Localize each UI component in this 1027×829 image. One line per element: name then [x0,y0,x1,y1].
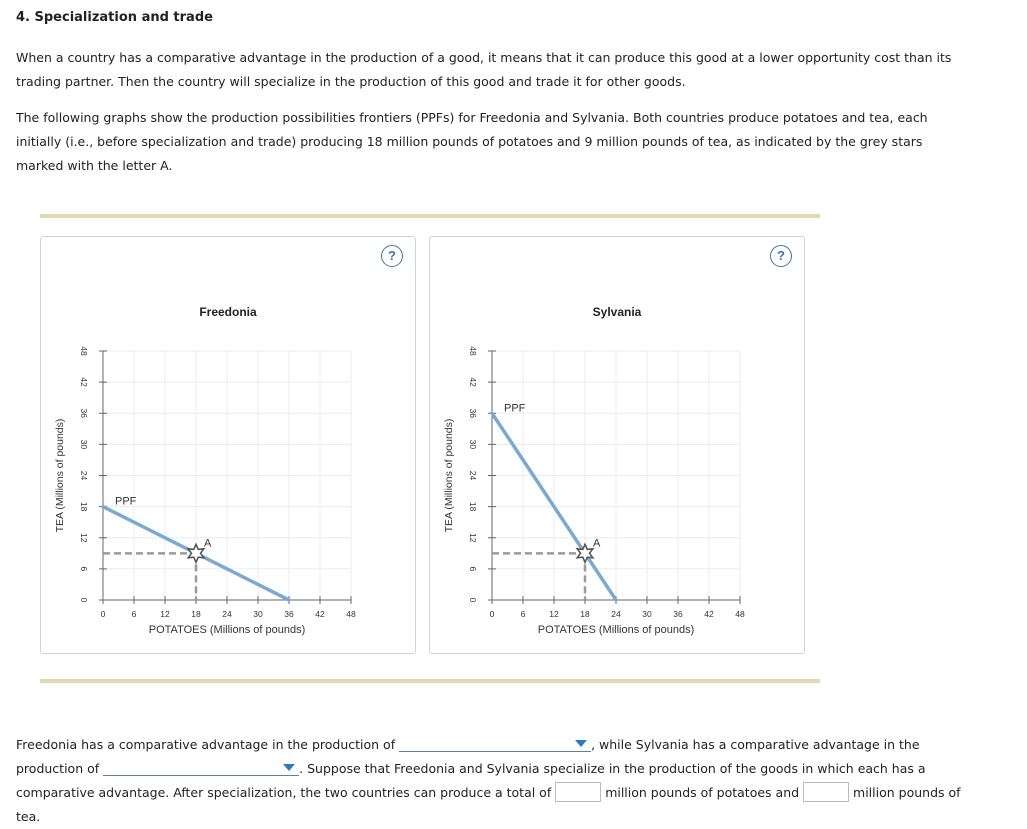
help-icon[interactable]: ? [770,245,792,267]
y-tick-label: 24 [78,470,89,481]
question-part: . Suppose that Freedonia and Sylvania specialize in the production of the goods in which each has a comparative advantage. After specialization, the two countries can produce a total of [16,761,926,800]
ppf-label: PPF [504,402,526,415]
chevron-down-icon [283,764,295,771]
sylvania-chart [430,237,804,653]
x-tick-label: 0 [100,609,106,619]
ppf-label: PPF [115,495,137,508]
freedonia-chart [41,237,415,653]
sylvania-graph-title: Sylvania [592,305,642,319]
y-tick-label: 0 [467,597,478,603]
y-tick-label: 6 [78,566,89,572]
intro-paragraph: When a country has a comparative advantage in the production of a good, it means that it can produce this good at a lower opportunity cost than its trading partner. Then the country will specialize in the production of this good and trade it for other goods. [16,50,952,89]
y-tick-label: 12 [467,533,478,543]
x-tick-label: 36 [284,609,294,619]
x-tick-label: 0 [489,609,495,619]
y-tick-label: 6 [467,566,478,572]
question-part: , while Sylvania has a comparative advantage in the production of [16,737,920,776]
tea-total-input[interactable] [803,782,849,802]
x-tick-label: 48 [346,609,356,619]
x-axis-title: POTATOES (Millions of pounds) [537,624,695,636]
potatoes-total-input[interactable] [555,782,601,802]
y-tick-label: 12 [78,533,89,543]
y-tick-label: 42 [78,377,89,387]
y-tick-label: 30 [78,439,89,450]
question-part: Freedonia has a comparative advantage in the production of [16,737,396,752]
y-tick-label: 18 [78,501,89,512]
freedonia-graph-panel [40,236,416,654]
x-tick-label: 6 [520,609,526,619]
x-tick-label: 36 [673,609,683,619]
y-tick-label: 36 [78,408,89,418]
x-tick-label: 42 [704,609,714,619]
x-tick-label: 30 [642,609,652,619]
point-a-label: A [593,537,601,550]
y-tick-label: 18 [467,501,478,512]
star-icon [188,544,204,562]
x-tick-label: 18 [191,609,201,619]
question-part: million pounds of tea. [16,785,961,824]
y-tick-label: 30 [467,439,478,450]
section-title: 4. Specialization and trade [16,10,213,25]
x-tick-label: 30 [253,609,263,619]
graph-description: The following graphs show the production possibilities frontiers (PPFs) for Freedonia and Sylvania. Both countries produce potatoes and tea, each initially (i.e., before specialization and trade) producing 18 million pounds of potatoes and 9 million pounds of tea, as indicated by the grey stars marked with the letter A. [16,110,928,173]
y-tick-label: 48 [467,346,478,356]
y-tick-label: 42 [467,377,478,387]
question-text [16,733,976,829]
x-tick-label: 48 [735,609,745,619]
freedonia-graph-title: Freedonia [199,305,257,319]
help-icon[interactable]: ? [381,245,403,267]
x-axis-title: POTATOES (Millions of pounds) [148,624,306,636]
question-part: million pounds of potatoes and [605,785,800,800]
y-tick-label: 48 [78,346,89,356]
x-tick-label: 24 [222,609,232,619]
y-axis-title: TEA (Millions of pounds) [54,418,66,533]
top-divider [40,214,820,218]
x-tick-label: 24 [611,609,621,619]
y-tick-label: 36 [467,408,478,418]
y-tick-label: 24 [467,470,478,481]
point-a-label: A [204,537,212,550]
x-tick-label: 12 [160,609,170,619]
x-tick-label: 12 [549,609,559,619]
good-dropdown-freedonia[interactable] [399,735,591,752]
chevron-down-icon [575,740,587,747]
sylvania-graph-panel [429,236,805,654]
x-tick-label: 42 [315,609,325,619]
y-axis-title: TEA (Millions of pounds) [443,418,455,533]
y-tick-label: 0 [78,597,89,603]
bottom-divider [40,679,820,683]
x-tick-label: 6 [131,609,137,619]
good-dropdown-sylvania[interactable] [103,759,299,776]
x-tick-label: 18 [580,609,590,619]
